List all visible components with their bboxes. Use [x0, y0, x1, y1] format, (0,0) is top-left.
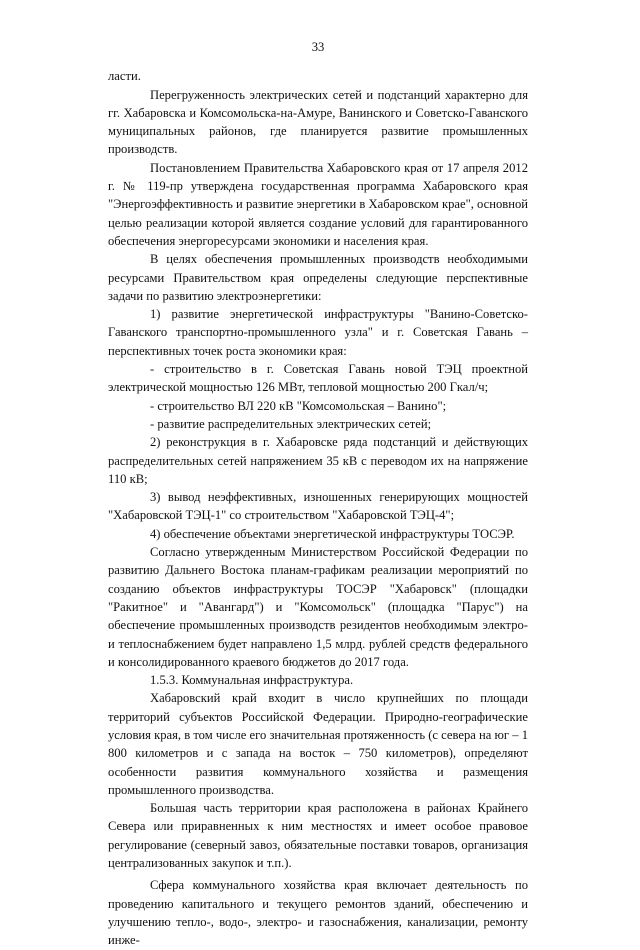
list-item: 2) реконструкция в г. Хабаровске ряда подстанций и действующих распределительных сетей напряжением 35 кВ с переводом их на напряжение 110 кВ;: [108, 435, 528, 486]
list-subitem: - развитие распределительных электрических сетей;: [150, 416, 432, 431]
list-item: 1) развитие энергетической инфраструктуры "Ванино-Советско-Гаванского транспортно-промышленного узла" и г. Советская Гавань – перспективных точек роста экономики края:: [108, 307, 528, 358]
document-page: [108, 38, 528, 950]
list-subitem: - строительство в г. Советская Гавань новой ТЭЦ проектной электрической мощностью 126 МВт, тепловой мощностью 200 Гкал/ч;: [108, 362, 528, 395]
list-item: 3) вывод неэффективных, изношенных генерирующих мощностей "Хабаровской ТЭЦ-1" со строительством "Хабаровской ТЭЦ-4";: [108, 490, 528, 523]
list-item: 4) обеспечение объектами энергетической инфраструктуры ТОСЭР.: [150, 526, 515, 541]
list-subitem: - строительство ВЛ 220 кВ "Комсомольская – Ванино";: [150, 398, 447, 413]
paragraph: Сфера коммунального хозяйства края включает деятельность по проведению капитального и текущего ремонтов зданий, обеспечению и улучшению тепло-, водо-, электро- и газоснабжения, канализации, ремонту инже-: [108, 878, 528, 948]
paragraph: Перегруженность электрических сетей и подстанций характерно для гг. Хабаровска и Комсомольска-на-Амуре, Ванинского и Советско-Гаванского муниципальных районов, где планируется развитие промышленных производств.: [108, 87, 528, 157]
page-number: 33: [311, 40, 325, 54]
paragraph: ласти.: [108, 69, 141, 84]
paragraph: Большая часть территории края расположена в районах Крайнего Севера или приравненных к ним местностях и имеет особое правовое регулирование (северный завоз, обязательные поставки товаров, организация централизованных закупок и т.п.).: [108, 801, 528, 871]
paragraph: Постановлением Правительства Хабаровского края от 17 апреля 2012 г. № 119-пр утверждена государственная программа Хабаровского края "Энергоэффективность и развитие энергетики в Хабаровском крае", основной целью реализации которой является создание условий для гарантированного обеспечения энергоресурсами экономики и населения края.: [108, 160, 528, 248]
section-heading: 1.5.3. Коммунальная инфраструктура.: [150, 673, 354, 688]
paragraph: Хабаровский край входит в число крупнейших по площади территорий субъектов Российской Федерации. Природно-географические условия края, в том числе его значительная протяженность (с севера на юг – 1 800 километров и с запада на восток – 750 километров), определяют особенности развития коммунального хозяйства и размещения промышленного производства.: [108, 691, 528, 797]
paragraph: Согласно утвержденным Министерством Российской Федерации по развитию Дальнего Востока планам-графикам реализации мероприятий по созданию объектов инфраструктуры ТОСЭР "Хабаровск" (площадки "Ракитное" и "Авангард") и "Комсомольск" (площадка "Парус") на обеспечение промышленных производств резидентов необходимым электро- и теплоснабжением будет направлено 1,5 млрд. рублей средств федерального и консолидированного краевого бюджетов до 2017 года.: [108, 545, 528, 669]
paragraph: В целях обеспечения промышленных производств необходимыми ресурсами Правительством края определены следующие перспективные задачи по развитию электроэнергетики:: [108, 252, 528, 303]
